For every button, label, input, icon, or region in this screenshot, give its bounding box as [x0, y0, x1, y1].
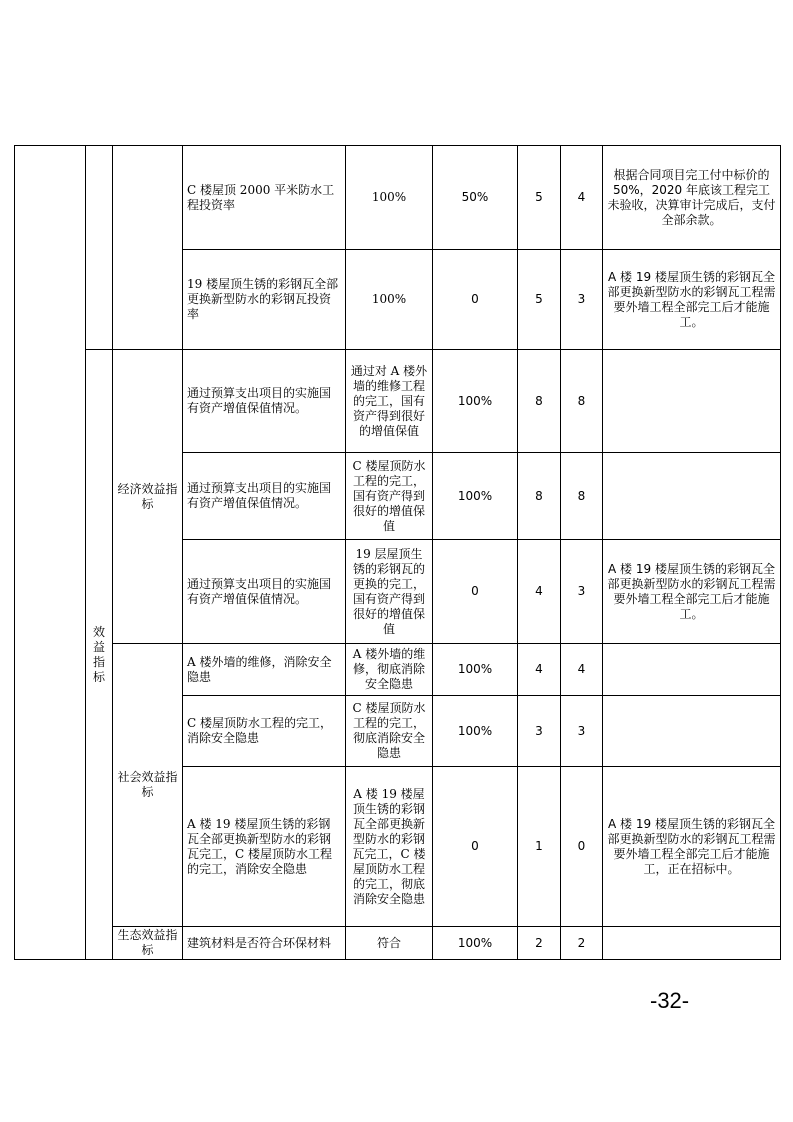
- weight-cell: 8: [518, 453, 561, 540]
- remark-cell: [603, 644, 781, 696]
- indicator-cell: 通过预算支出项目的实施国有资产增值保值情况。: [183, 350, 346, 453]
- weight-cell: 2: [518, 927, 561, 960]
- indicator-cell: 通过预算支出项目的实施国有资产增值保值情况。: [183, 540, 346, 644]
- blank-cell: [15, 146, 86, 960]
- weight-cell: 4: [518, 540, 561, 644]
- target-cell: C 楼屋顶防水工程的完工，国有资产得到很好的增值保值: [346, 453, 433, 540]
- remark-cell: 根据合同项目完工付中标价的 50%，2020 年底该工程完工未验收，决算审计完成后，支付全部余款。: [603, 146, 781, 250]
- table-row: [15, 644, 781, 696]
- target-cell: 符合: [346, 927, 433, 960]
- blank-cell: [86, 146, 113, 350]
- indicator-cell: C 楼屋顶防水工程的完工，消除安全隐患: [183, 696, 346, 767]
- actual-cell: 100%: [433, 350, 518, 453]
- indicator-cell: C 楼屋顶 2000 平米防水工程投资率: [183, 146, 346, 250]
- weight-cell: 4: [518, 644, 561, 696]
- weight-cell: 8: [518, 350, 561, 453]
- remark-cell: A 楼 19 楼屋顶生锈的彩钢瓦全部更换新型防水的彩钢瓦工程需要外墙工程全部完工后才能施工。: [603, 540, 781, 644]
- category-social: 社会效益指标: [113, 644, 183, 927]
- score-cell: 0: [561, 767, 603, 927]
- score-cell: 3: [561, 540, 603, 644]
- remark-cell: [603, 927, 781, 960]
- indicator-cell: 19 楼屋顶生锈的彩钢瓦全部更换新型防水的彩钢瓦投资率: [183, 250, 346, 350]
- actual-cell: 0: [433, 540, 518, 644]
- target-cell: 19 层屋顶生锈的彩钢瓦的更换的完工，国有资产得到很好的增值保值: [346, 540, 433, 644]
- target-cell: A 楼 19 楼屋顶生锈的彩钢瓦全部更换新型防水的彩钢瓦完工，C 楼屋顶防水工程的完工，彻底消除安全隐患: [346, 767, 433, 927]
- weight-cell: 3: [518, 696, 561, 767]
- target-cell: 通过对 A 楼外墙的维修工程的完工，国有资产得到很好的增值保值: [346, 350, 433, 453]
- score-cell: 4: [561, 644, 603, 696]
- remark-cell: A 楼 19 楼屋顶生锈的彩钢瓦全部更换新型防水的彩钢瓦工程需要外墙工程全部完工后才能施工。: [603, 250, 781, 350]
- target-cell: A 楼外墙的维修，彻底消除安全隐患: [346, 644, 433, 696]
- category-economic: 经济效益指标: [113, 350, 183, 644]
- table-row: [15, 927, 781, 960]
- actual-cell: 100%: [433, 927, 518, 960]
- actual-cell: 50%: [433, 146, 518, 250]
- table-row: [15, 350, 781, 453]
- score-cell: 8: [561, 453, 603, 540]
- weight-cell: 5: [518, 250, 561, 350]
- score-cell: 8: [561, 350, 603, 453]
- score-cell: 3: [561, 250, 603, 350]
- indicator-cell: 建筑材料是否符合环保材料: [183, 927, 346, 960]
- level1-label: 效益指标: [86, 350, 113, 960]
- blank-cell: [113, 146, 183, 350]
- actual-cell: 0: [433, 767, 518, 927]
- indicator-cell: A 楼 19 楼屋顶生锈的彩钢瓦全部更换新型防水的彩钢瓦完工，C 楼屋顶防水工程的完工，消除安全隐患: [183, 767, 346, 927]
- indicator-cell: 通过预算支出项目的实施国有资产增值保值情况。: [183, 453, 346, 540]
- target-cell: 100%: [346, 250, 433, 350]
- performance-table: [14, 145, 781, 960]
- weight-cell: 5: [518, 146, 561, 250]
- remark-cell: [603, 453, 781, 540]
- target-cell: 100%: [346, 146, 433, 250]
- actual-cell: 100%: [433, 453, 518, 540]
- remark-cell: [603, 696, 781, 767]
- actual-cell: 100%: [433, 696, 518, 767]
- score-cell: 2: [561, 927, 603, 960]
- score-cell: 3: [561, 696, 603, 767]
- actual-cell: 0: [433, 250, 518, 350]
- remark-cell: [603, 350, 781, 453]
- category-eco: 生态效益指标: [113, 927, 183, 960]
- target-cell: C 楼屋顶防水工程的完工，彻底消除安全隐患: [346, 696, 433, 767]
- weight-cell: 1: [518, 767, 561, 927]
- actual-cell: 100%: [433, 644, 518, 696]
- remark-cell: A 楼 19 楼屋顶生锈的彩钢瓦全部更换新型防水的彩钢瓦工程需要外墙工程全部完工后才能施工，正在招标中。: [603, 767, 781, 927]
- indicator-cell: A 楼外墙的维修，消除安全隐患: [183, 644, 346, 696]
- table-row: [15, 146, 781, 250]
- page-number: -32-: [650, 988, 690, 1013]
- score-cell: 4: [561, 146, 603, 250]
